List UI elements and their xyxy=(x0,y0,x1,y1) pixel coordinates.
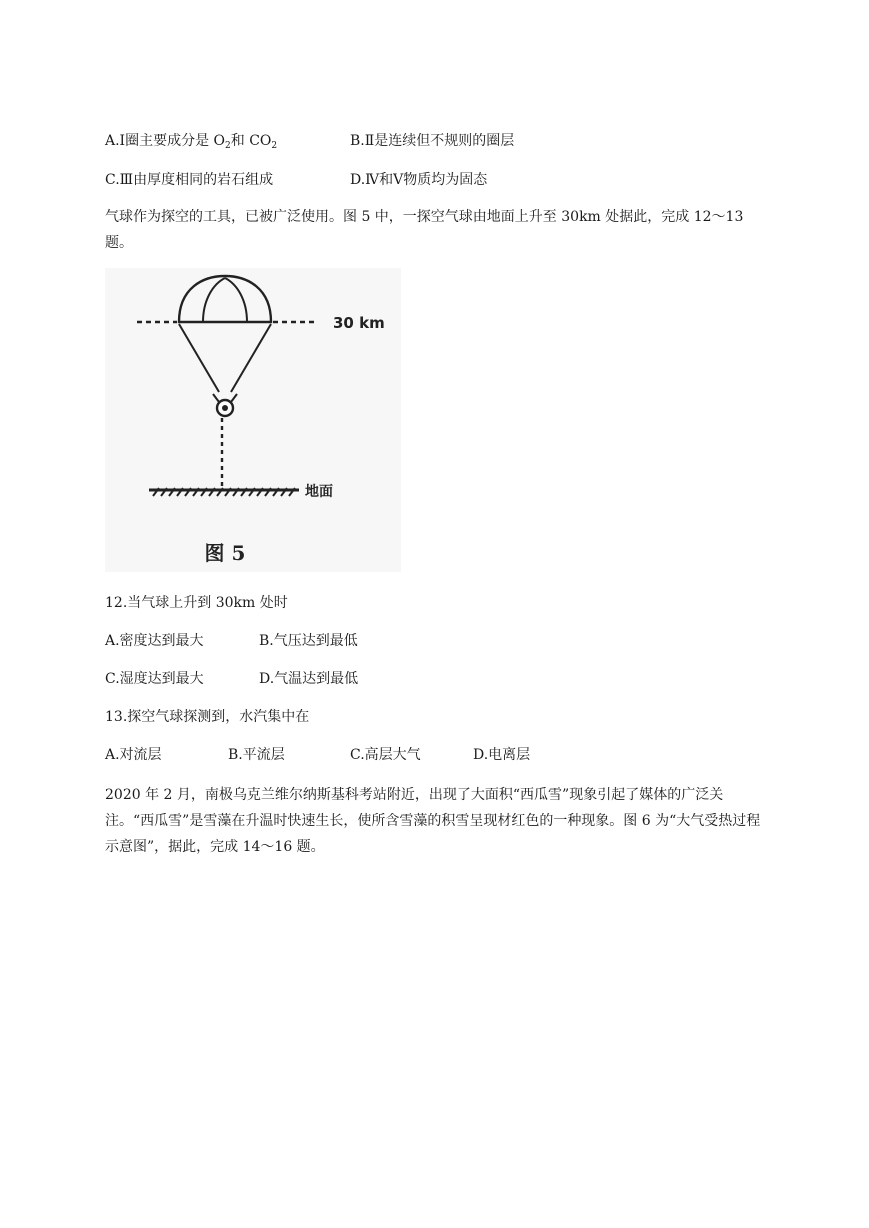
subscript: 2 xyxy=(271,141,278,151)
balloon-diagram xyxy=(105,268,401,572)
subscript: 2 xyxy=(225,141,231,151)
balloon-seam xyxy=(225,278,247,322)
figure-5 xyxy=(105,268,401,572)
q12-option-a: A.密度达到最大 xyxy=(105,633,204,649)
q13-option-c: C.高层大气 xyxy=(350,747,421,763)
q13-option-b: B.平流层 xyxy=(228,747,285,763)
q11-option-a-mid: 和 CO xyxy=(230,133,272,149)
balloon-dome xyxy=(179,276,271,322)
suspension-line xyxy=(179,324,219,392)
q11-option-b: B.Ⅱ是连续但不规则的圈层 xyxy=(350,133,515,149)
figure-caption: 图 5 xyxy=(204,541,246,565)
q13-stem: 13.探空气球探测到，水汽集中在 xyxy=(105,709,310,725)
q11-option-d: D.Ⅳ和Ⅴ物质均为固态 xyxy=(350,172,488,188)
altitude-label: 30 km xyxy=(333,314,385,332)
suspension-line xyxy=(231,324,271,392)
q11-option-a-text: A.Ⅰ圈主要成分是 O xyxy=(105,133,226,149)
q12-option-b: B.气压达到最低 xyxy=(259,633,358,649)
q13-option-d: D.电离层 xyxy=(473,747,531,763)
intro-snow-paragraph: 2020 年 2 月，南极乌克兰维尔纳斯基科考站附近，出现了大面积“西瓜雪”现象引起了媒体的广泛关注。“西瓜雪”是雪藻在升温时快速生长，使所含雪藻的积雪呈现材红色的一种现象。图 6 为“大气受热过程示意图”，据此，完成 14～16 题。 xyxy=(105,787,761,855)
q13-option-a: A.对流层 xyxy=(105,747,162,763)
q12-option-d: D.气温达到最低 xyxy=(259,671,359,687)
intro-balloon-paragraph: 气球作为探空的工具，已被广泛使用。图 5 中，一探空气球由地面上升至 30km 处据此，完成 12～13 题。 xyxy=(105,209,744,251)
q11-option-a xyxy=(105,131,277,156)
ground-label: 地面 xyxy=(305,484,333,500)
q12-stem: 12.当气球上升到 30km 处时 xyxy=(105,595,288,611)
q12-option-c: C.湿度达到最大 xyxy=(105,671,204,687)
balloon-seam xyxy=(203,278,225,322)
q11-option-c: C.Ⅲ由厚度相同的岩石组成 xyxy=(105,172,274,188)
